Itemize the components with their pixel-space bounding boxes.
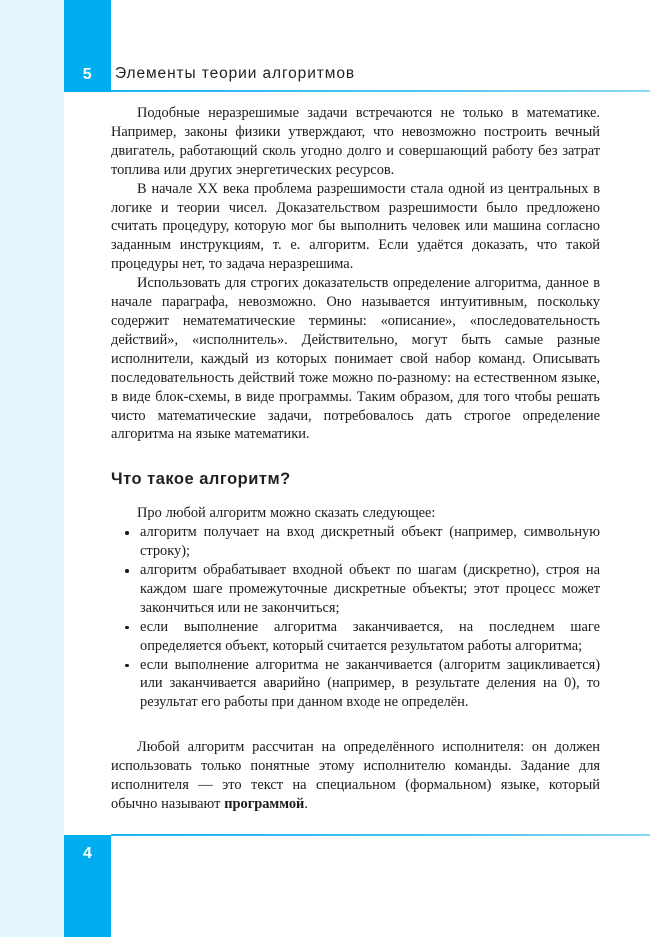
list-item: [111, 656, 600, 713]
list-lead-in: Про любой алгоритм можно сказать следующее:: [137, 505, 436, 522]
list-item: [111, 523, 600, 561]
list-item-text: если выполнение алгоритма не заканчивается (алгоритм зацикливается) или заканчивается аварийно (например, в результате деления на 0), то результат его работы при данном входе не определён.: [140, 656, 600, 711]
spacer: [111, 712, 600, 738]
header-divider-rule: [111, 90, 650, 92]
paragraph: Подобные неразрешимые задачи встречаются не только в математике. Например, законы физики утверждают, что невозможно построить вечный двигатель, работающий сколь угодно долго и совершающий работу без затрат топлива или других энергетических ресурсов.: [111, 105, 600, 178]
paragraph: В начале XX века проблема разрешимости стала одной из центральных в логике и теории чисел. Доказательством разрешимости было предложено считать процедуру, которую мог бы выполнить человек или машина согласно заданным инструкциям, т. е. алгоритм. Если удаётся доказать, что такой процедуры нет, то задача неразрешима.: [111, 180, 600, 273]
list-item: [111, 618, 600, 656]
page-number-tab: [64, 835, 111, 937]
chapter-title: Элементы теории алгоритмов: [115, 65, 355, 82]
list-item-text: если выполнение алгоритма заканчивается, на последнем шаге определяется объект, который считается результатом работы алгоритма;: [140, 618, 600, 654]
running-header: [64, 0, 650, 96]
page-content: [111, 104, 600, 814]
bullet-dot-icon: [125, 569, 129, 573]
closing-paragraph-text: Любой алгоритм рассчитан на определённого исполнителя: он должен использовать только понятные этому исполнителю команды. Задание для исполнителя — это текст на специальном (формальном) языке, который обычно называют: [111, 739, 600, 812]
running-footer: [64, 833, 650, 937]
section-heading: Что такое алгоритм?: [111, 470, 291, 489]
closing-paragraph: [111, 738, 600, 814]
bullet-dot-icon: [125, 626, 129, 630]
left-margin-tint: [0, 0, 64, 937]
paragraph: Использовать для строгих доказательств определение алгоритма, данное в начале параграфа, невозможно. Оно называется интуитивным, поскольку содержит нематематические термины: «описание», «последовательность действий», «исполнитель». Действительно, могут быть самые разные исполнители, каждый из которых понимает свой набор команд. Описывать последовательность действий тоже можно по-разному: на естественном языке, в виде блок-схемы, в виде программы. Таким образом, для того чтобы решать чисто математические задачи, потребовалось дать строгое определение алгоритма на языке математики.: [111, 275, 600, 443]
key-term: программой: [224, 796, 305, 812]
list-item-text: алгоритм получает на вход дискретный объект (например, символьную строку);: [140, 524, 600, 560]
footer-divider-rule: [111, 834, 650, 836]
bullet-dot-icon: [125, 531, 129, 535]
algorithm-properties-list: [111, 523, 600, 712]
chapter-number-tab: [64, 0, 111, 92]
closing-paragraph-tail: .: [304, 796, 308, 812]
list-item: [111, 561, 600, 618]
bullet-dot-icon: [125, 664, 129, 668]
spacer: [111, 444, 600, 470]
spacer: [111, 489, 600, 504]
chapter-number: 5: [82, 66, 93, 83]
page-number: 4: [83, 845, 92, 862]
list-item-text: алгоритм обрабатывает входной объект по шагам (дискретно), строя на каждом шаге промежуточные дискретные объекты; этот процесс может закончиться или не закончиться;: [140, 562, 600, 616]
